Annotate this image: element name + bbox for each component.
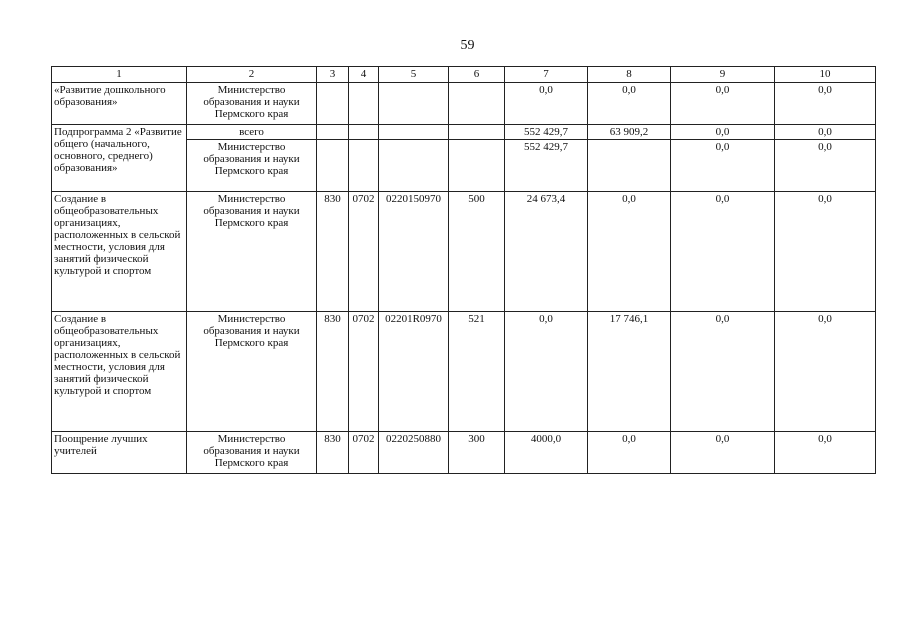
row-value-10: 0,0 — [775, 125, 876, 140]
header-cell: 10 — [775, 67, 876, 83]
row-value-10: 0,0 — [775, 192, 876, 312]
header-cell: 5 — [379, 67, 449, 83]
row-code-6 — [449, 83, 505, 125]
row-value-7: 24 673,4 — [505, 192, 588, 312]
row-value-10: 0,0 — [775, 312, 876, 432]
row-organization: Министерство образования и науки Пермского края — [187, 192, 317, 312]
row-description: Создание в общеобразовательных организациях, расположенных в сельской местности, условия для занятий физической культурой и спортом — [52, 312, 187, 432]
row-value-9: 0,0 — [671, 312, 775, 432]
row-value-10: 0,0 — [775, 432, 876, 474]
row-code-4 — [349, 83, 379, 125]
row-value-8 — [588, 140, 671, 192]
header-cell: 9 — [671, 67, 775, 83]
row-code-6: 500 — [449, 192, 505, 312]
row-code-4: 0702 — [349, 432, 379, 474]
row-code-3: 830 — [317, 312, 349, 432]
header-cell: 4 — [349, 67, 379, 83]
header-cell: 7 — [505, 67, 588, 83]
row-value-9: 0,0 — [671, 125, 775, 140]
row-code-3: 830 — [317, 432, 349, 474]
row-code-3 — [317, 83, 349, 125]
row-value-7: 0,0 — [505, 83, 588, 125]
row-value-9: 0,0 — [671, 140, 775, 192]
table-row — [52, 192, 876, 312]
row-code-5: 02201R0970 — [379, 312, 449, 432]
row-code-5: 0220150970 — [379, 192, 449, 312]
row-value-10: 0,0 — [775, 140, 876, 192]
row-value-9: 0,0 — [671, 432, 775, 474]
header-cell: 8 — [588, 67, 671, 83]
row-description: «Развитие дошкольного образования» — [52, 83, 187, 125]
row-value-9: 0,0 — [671, 83, 775, 125]
row-organization: Министерство образования и науки Пермского края — [187, 140, 317, 192]
row-code-5 — [379, 140, 449, 192]
row-description: Подпрограмма 2 «Развитие общего (начального, основного, среднего) образования» — [52, 125, 187, 192]
table-row — [52, 312, 876, 432]
row-code-3: 830 — [317, 192, 349, 312]
row-value-8: 0,0 — [588, 192, 671, 312]
row-code-6: 300 — [449, 432, 505, 474]
row-code-4: 0702 — [349, 192, 379, 312]
table-row — [52, 432, 876, 474]
row-value-8: 0,0 — [588, 83, 671, 125]
row-code-6 — [449, 140, 505, 192]
row-organization: Министерство образования и науки Пермского края — [187, 312, 317, 432]
budget-table — [51, 66, 876, 474]
row-value-7: 552 429,7 — [505, 140, 588, 192]
table-row — [52, 125, 876, 140]
row-code-3 — [317, 140, 349, 192]
header-cell: 6 — [449, 67, 505, 83]
row-value-7: 552 429,7 — [505, 125, 588, 140]
header-cell: 3 — [317, 67, 349, 83]
row-code-3 — [317, 125, 349, 140]
row-code-6 — [449, 125, 505, 140]
row-value-10: 0,0 — [775, 83, 876, 125]
page-number: 59 — [460, 38, 475, 53]
header-cell: 1 — [52, 67, 187, 83]
row-organization: Министерство образования и науки Пермского края — [187, 83, 317, 125]
row-value-8: 63 909,2 — [588, 125, 671, 140]
row-code-5 — [379, 83, 449, 125]
row-description: Создание в общеобразовательных организациях, расположенных в сельской местности, условия для занятий физической культурой и спортом — [52, 192, 187, 312]
table-row — [52, 83, 876, 125]
row-code-5: 0220250880 — [379, 432, 449, 474]
row-description: Поощрение лучших учителей — [52, 432, 187, 474]
row-value-8: 17 746,1 — [588, 312, 671, 432]
row-value-9: 0,0 — [671, 192, 775, 312]
row-code-4: 0702 — [349, 312, 379, 432]
row-value-7: 4000,0 — [505, 432, 588, 474]
header-row — [52, 67, 876, 83]
row-value-7: 0,0 — [505, 312, 588, 432]
row-code-4 — [349, 140, 379, 192]
row-value-8: 0,0 — [588, 432, 671, 474]
row-organization: Министерство образования и науки Пермского края — [187, 432, 317, 474]
row-organization: всего — [187, 125, 317, 140]
row-code-4 — [349, 125, 379, 140]
row-code-5 — [379, 125, 449, 140]
header-cell: 2 — [187, 67, 317, 83]
row-code-6: 521 — [449, 312, 505, 432]
